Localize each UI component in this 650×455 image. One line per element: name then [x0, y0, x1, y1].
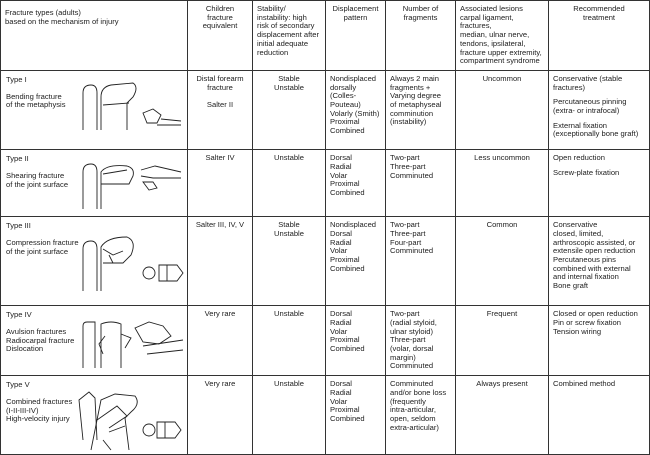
treatment-item: Combined method	[553, 379, 616, 389]
displacement-cell: Nondisplaced Dorsal Radial Volar Proximal Combined	[326, 217, 386, 306]
table-row	[1, 150, 650, 217]
treatment-cell	[549, 376, 650, 455]
fracture-type-cell	[1, 150, 188, 217]
header-children-equivalent: Children fracture equivalent	[188, 1, 253, 71]
fracture-type-cell	[1, 70, 188, 149]
fracture-type-description: Avulsion fractures Radiocarpal fracture Dislocation	[6, 326, 75, 354]
associated-lesions-cell: Frequent	[456, 306, 549, 376]
header-row	[1, 1, 650, 71]
treatment-item: Conservative closed, limited, arthroscopic assisted, or extensile open reduction Percutaneous pins combined with external and internal fixation Bone graft	[553, 220, 636, 291]
stability-cell: Unstable	[253, 306, 326, 376]
children-equivalent-cell: Very rare	[188, 306, 253, 376]
treatment-cell	[549, 306, 650, 376]
header-fragments: Number of fragments	[386, 1, 456, 71]
children-equivalent-cell: Very rare	[188, 376, 253, 455]
fracture-illustration	[73, 380, 185, 451]
fracture-type-label: Type IV	[6, 310, 32, 320]
stability-cell: Stable Unstable	[253, 70, 326, 149]
header-fracture-types: Fracture types (adults) based on the mechanism of injury	[1, 1, 188, 71]
header-stability: Stability/ instability: high risk of secondary displacement after initial adequate reduction	[253, 1, 326, 71]
fracture-type-label: Type I	[6, 74, 27, 84]
fracture-illustration	[73, 221, 185, 302]
treatment-cell	[549, 217, 650, 306]
fracture-type-description: Compression fracture of the joint surface	[6, 237, 79, 256]
treatment-item: Closed or open reduction Pin or screw fixation Tension wiring	[553, 309, 638, 336]
table-row	[1, 376, 650, 455]
fragments-cell: Two-part Three-part Comminuted	[386, 150, 456, 217]
fracture-type-cell	[1, 376, 188, 455]
stability-cell: Stable Unstable	[253, 217, 326, 306]
fracture-illustration	[73, 75, 185, 139]
stability-cell: Unstable	[253, 150, 326, 217]
displacement-cell: Nondisplaced dorsally (Colles- Pouteau) Volarly (Smith) Proximal Combined	[326, 70, 386, 149]
treatment-item: Percutaneous pinning (extra- or intrafocal)	[553, 97, 627, 116]
displacement-cell: Dorsal Radial Volar Proximal Combined	[326, 306, 386, 376]
fracture-type-description: Shearing fracture of the joint surface	[6, 170, 69, 189]
associated-lesions-cell: Common	[456, 217, 549, 306]
children-equivalent-cell: Salter III, IV, V	[188, 217, 253, 306]
fragments-cell: Comminuted and/or bone loss (frequently intra-articular, open, seldom extra-articular)	[386, 376, 456, 455]
table-row	[1, 70, 650, 149]
fragments-cell: Two-part Three-part Four-part Comminuted	[386, 217, 456, 306]
displacement-cell: Dorsal Radial Volar Proximal Combined	[326, 376, 386, 455]
header-displacement: Displacement pattern	[326, 1, 386, 71]
fracture-type-label: Type V	[6, 380, 30, 390]
treatment-cell	[549, 150, 650, 217]
fracture-type-label: Type III	[6, 221, 31, 231]
fracture-type-cell	[1, 217, 188, 306]
children-equivalent-cell: Distal forearm fracture Salter II	[188, 70, 253, 149]
treatment-item: Screw-plate fixation	[553, 167, 620, 177]
fragments-cell: Always 2 main fragments + Varying degree of metaphyseal comminution (instability)	[386, 70, 456, 149]
fracture-type-cell	[1, 306, 188, 376]
table-row	[1, 217, 650, 306]
header-treatment: Recommended treatment	[549, 1, 650, 71]
associated-lesions-cell: Uncommon	[456, 70, 549, 149]
treatment-cell	[549, 70, 650, 149]
fracture-type-description: Bending fracture of the metaphysis	[6, 91, 66, 110]
fracture-illustration	[73, 310, 185, 372]
fracture-type-label: Type II	[6, 154, 29, 164]
fracture-type-description: Combined fractures (I-II-III-IV) High-velocity injury	[6, 396, 73, 424]
treatment-item: External fixation (exceptionally bone graft)	[553, 120, 639, 139]
stability-cell: Unstable	[253, 376, 326, 455]
children-equivalent-cell: Salter IV	[188, 150, 253, 217]
associated-lesions-cell: Less uncommon	[456, 150, 549, 217]
table-row	[1, 306, 650, 376]
displacement-cell: Dorsal Radial Volar Proximal Combined	[326, 150, 386, 217]
treatment-item: Open reduction	[553, 153, 605, 163]
associated-lesions-cell: Always present	[456, 376, 549, 455]
header-associated-lesions: Associated lesions carpal ligament, fractures, median, ulnar nerve, tendons, ipsilateral, fracture upper extremity, compartment syndrome	[456, 1, 549, 71]
treatment-item: Conservative (stable fractures)	[553, 73, 623, 92]
fracture-illustration	[73, 154, 185, 213]
fragments-cell: Two-part (radial styloid, ulnar styloid) Three-part (volar, dorsal margin) Comminuted	[386, 306, 456, 376]
